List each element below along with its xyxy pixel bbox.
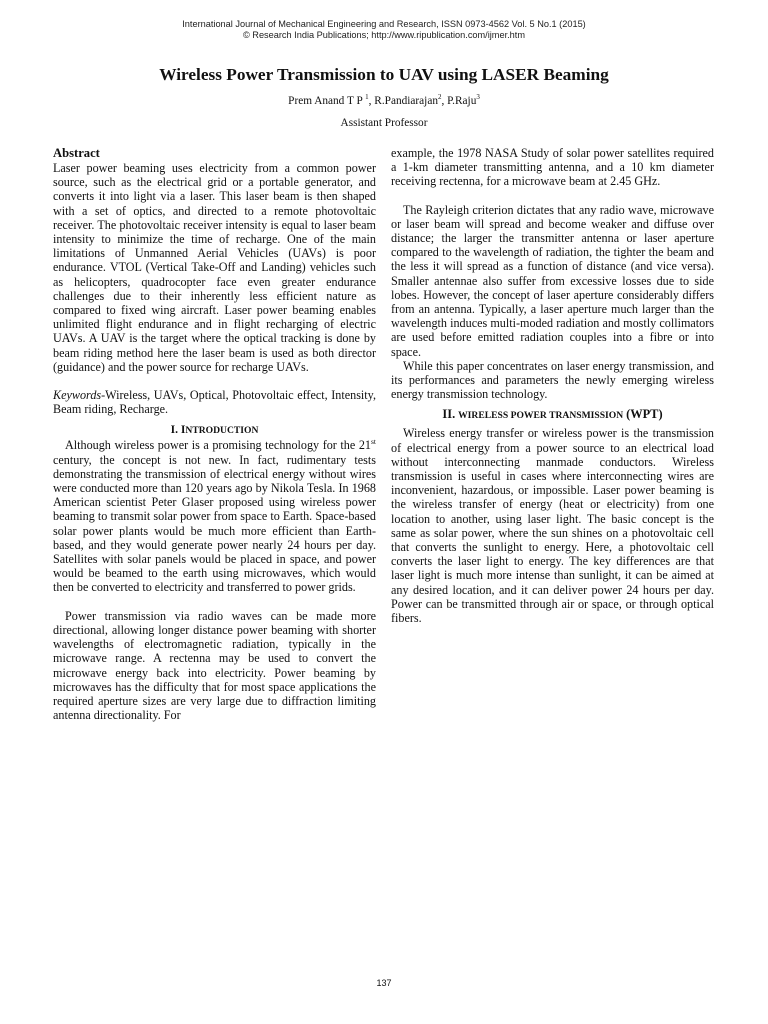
paragraph: The Rayleigh criterion dictates that any radio wave, microwave or laser beam will spread and become weaker and diffuse over distance; the larger the transmitter antenna or laser aperture compared to the wavelength of radiation, the tighter the beam and the less it will spread as a function of distance (and vice versa). Smaller antennae also suffer from excessive losses due to side lobes. However, the concept of laser aperture considerably differs from an antenna. Typically, a laser aperture much larger than the wavelength induces multi-moded radiation and mostly collimators are used before emitted radiation couples into a fibre or into space. — [391, 202, 714, 359]
author-affil-mark: 2 — [438, 93, 442, 102]
paragraph-text: century, the concept is not new. In fact, rudimentary tests demonstrating the transmission of electrical energy without wires were conducted more than 120 years ago by Nikola Tesla. In 1968 American scientist Peter Glaser proposed using wireless power beaming to transmit solar power from space to Earth. Space-based solar power plants would be much more efficient than Earth-based, and they would generate power nearly 24 hours per day. Satellites with solar panels would be placed in space, and power would be beamed to the earth using microwaves, which would then be converted to electricity and transferred to power grids. — [53, 452, 376, 595]
author-line — [0, 94, 768, 108]
paragraph-text: Although wireless power is a promising technology for the 21 — [65, 438, 371, 453]
keywords — [53, 388, 376, 416]
paragraph: Power transmission via radio waves can be made more directional, allowing longer distance power beaming with shorter wavelengths of electromagnetic radiation, typically in the microwave range. A rectenna may be used to convert the microwave energy back into electricity. Power beaming by microwaves has the difficulty that for most space applications the required aperture sizes are very large due to diffraction limiting antenna directionality. For — [53, 608, 376, 723]
paragraph — [53, 438, 376, 594]
journal-header — [0, 19, 768, 41]
affiliation: Assistant Professor — [340, 117, 428, 129]
page-number: 137 — [376, 978, 392, 988]
abstract-text: Laser power beaming uses electricity from a common power source, such as the electrical grid or a portable generator, and converts it into light via a laser. This laser beam is then shaped with a set of optics, and directed to a remote photovoltaic receiver. The photovoltaic receiver intensity is equal to laser beam intensity to minimize the time of recharge. One of the main limitations of Unmanned Aerial Vehicles (UAVs) is poor endurance. VTOL (Vertical Take-Off and Landing) vehicles such as helicopters, quadrocopter face even greater endurance challenges due to their inherently less efficient nature as compared to fixed wing aircraft. Laser power beaming enables unlimited flight endurance and in flight recharging of electric UAVs. A UAV is the target where the optical tracking is done by beam riding method here the laser beam is used as both director (guidance) and the power source for recharge UAVs. — [53, 161, 376, 374]
paper-title: Wireless Power Transmission to UAV using LASER Beaming — [159, 65, 609, 84]
abstract-heading: Abstract — [53, 146, 100, 160]
keywords-label: Keywords — [53, 388, 102, 403]
author-name: , P.Raju — [441, 95, 477, 107]
left-column — [53, 146, 376, 722]
section-heading-introduction — [53, 422, 376, 438]
right-column — [391, 146, 714, 625]
paragraph: While this paper concentrates on laser energy transmission, and its performances and parameters the newly emerging wireless energy transmission technology. — [391, 358, 714, 402]
journal-header-line1: International Journal of Mechanical Engineering and Research, ISSN 0973-4562 Vol. 5 No.1 (2015) — [182, 19, 586, 29]
paragraph: Wireless energy transfer or wireless power is the transmission of electrical energy from a power source to an electrical load without interconnecting manmade conductors. Wireless transmission is useful in cases where interconnecting wires are inconvenient, hazardous, or impossible. Laser power beaming is the wireless transfer of energy (heat or electricity) from one location to another, using laser light. The basic concept is the same as solar power, where the sun shines on a photovoltaic cell that converts the sunlight to energy. Here, a photovoltaic cell converts the laser light to energy. The key differences are that laser light is much more intense than sunlight, it can be aimed at any desired location, and it can deliver power 24 hours per day. Power can be transmitted through air or space, or through optical fibers. — [391, 426, 714, 626]
author-affil-mark: 1 — [365, 93, 369, 102]
paragraph-continued: example, the 1978 NASA Study of solar power satellites required a 1-km diameter transmitting antenna, and a 10 km diameter receiving rectenna, for a microwave beam at 2.45 GHz. — [391, 146, 714, 189]
superscript: st — [370, 437, 376, 447]
author-name: , R.Pandiarajan — [368, 95, 438, 107]
section-title-initial: I — [180, 423, 186, 437]
section-heading-wpt — [391, 407, 714, 423]
keywords-text: -Wireless, UAVs, Optical, Photovoltaic effect, Intensity, Beam riding, Recharge. — [53, 388, 376, 417]
author-name: Prem Anand T P — [288, 95, 363, 107]
author-affil-mark: 3 — [476, 93, 480, 102]
section-title: WIRELESS POWER TRANSMISSION — [458, 410, 624, 422]
section-title-abbr: (WPT) — [626, 407, 663, 422]
section-number: I. — [170, 423, 178, 437]
journal-header-line2: © Research India Publications; http://www.ripublication.com/ijmer.htm — [242, 30, 525, 40]
section-number: II. — [442, 407, 456, 422]
section-title-rest: NTRODUCTION — [185, 425, 259, 437]
